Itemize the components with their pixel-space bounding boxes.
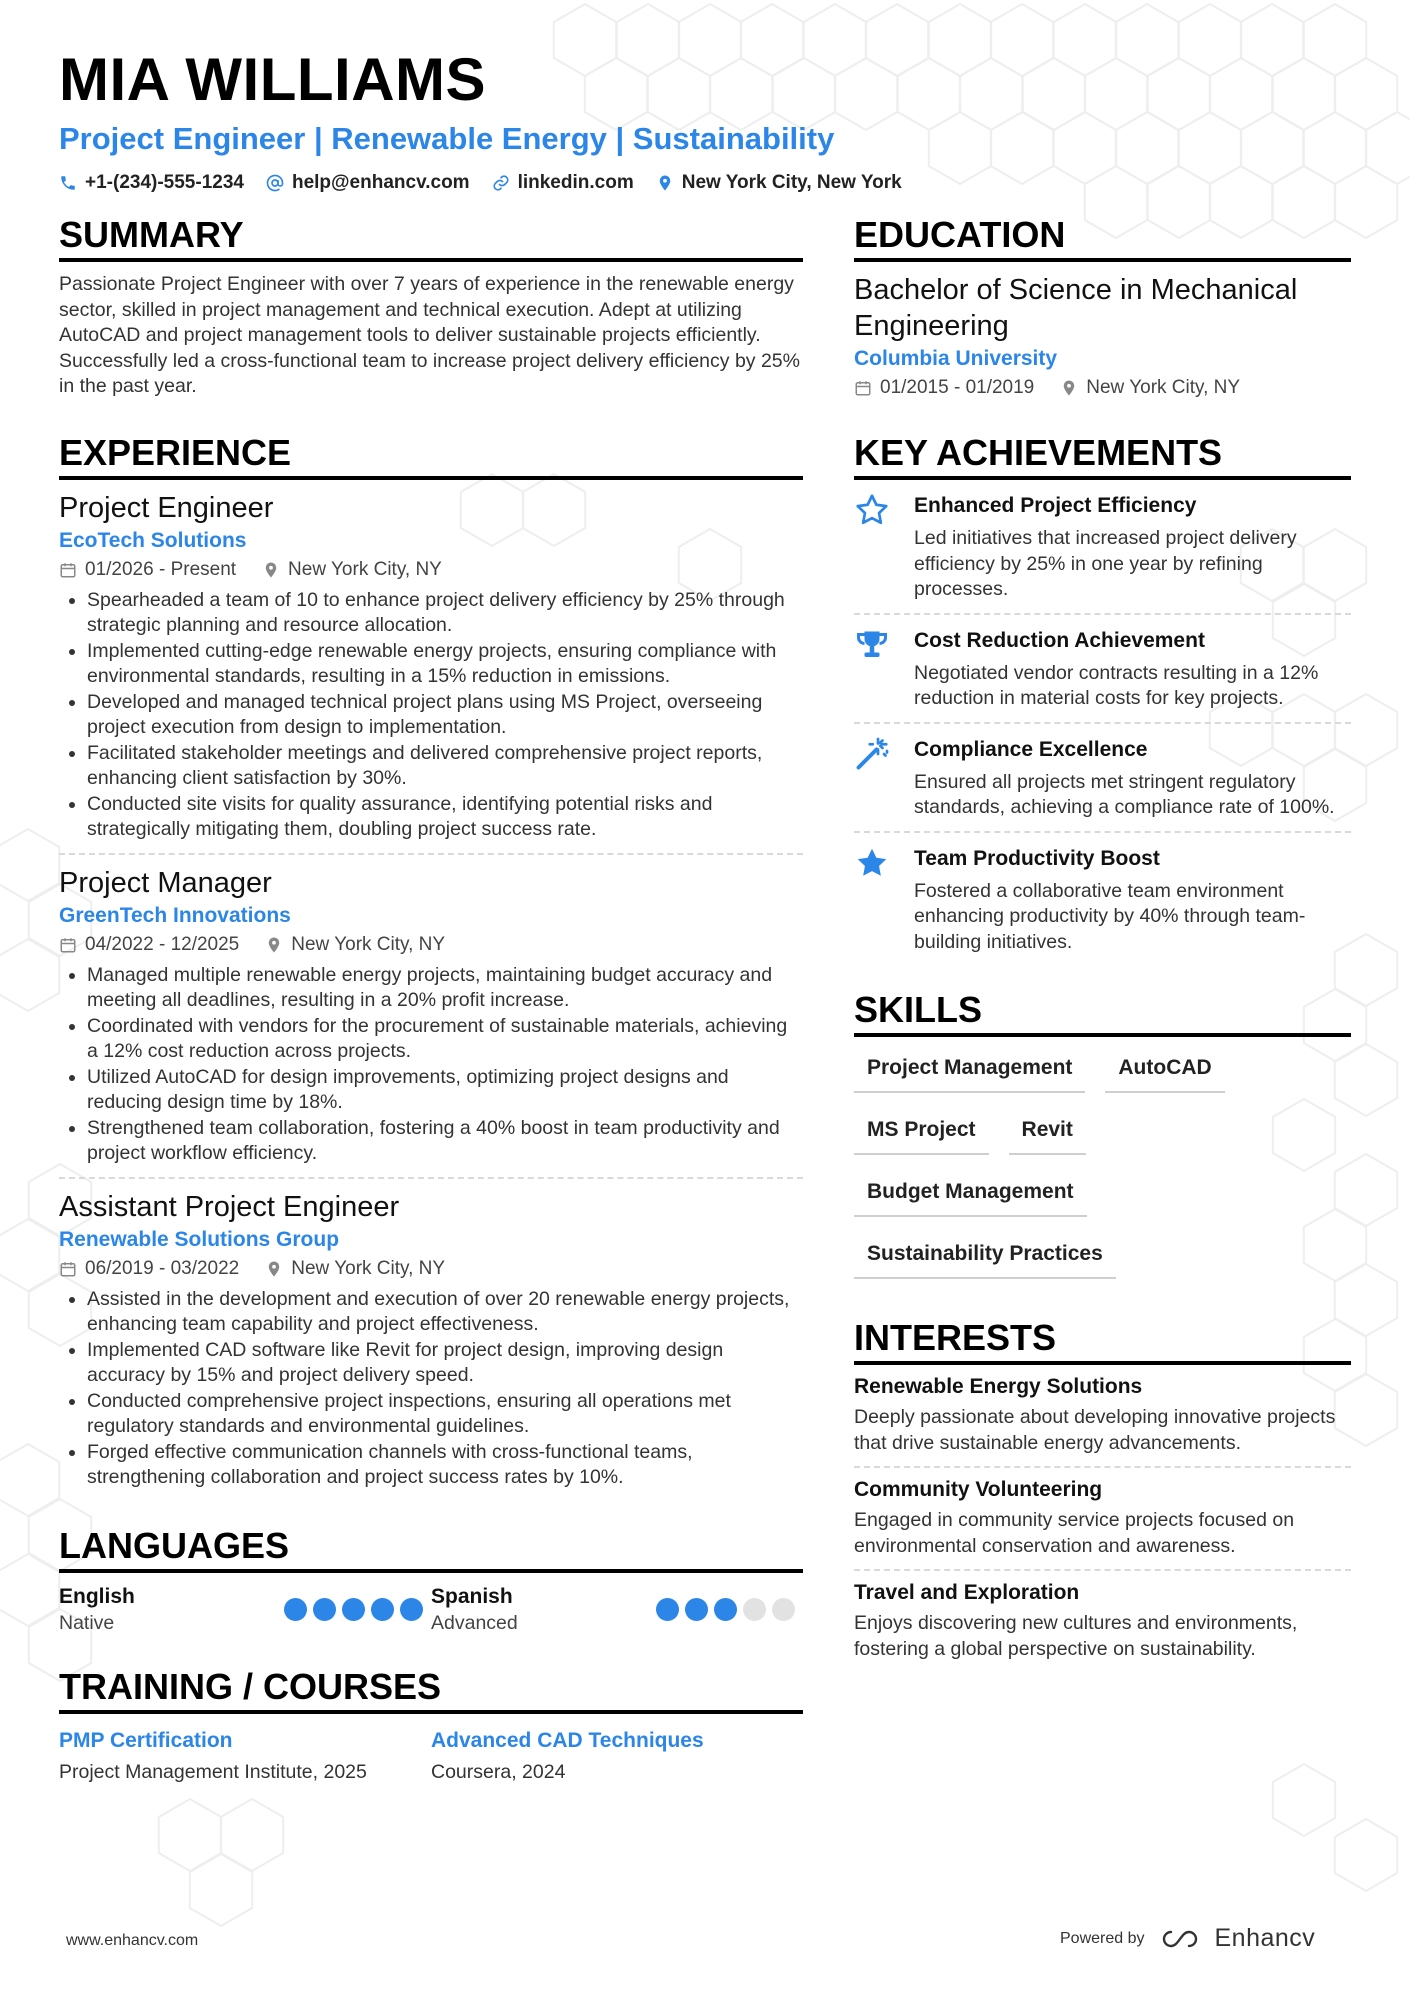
footer-branding (1060, 1924, 1315, 1953)
job-location (265, 931, 445, 959)
skills-heading: SKILLS (854, 989, 1351, 1037)
contact-phone[interactable] (59, 172, 244, 194)
job-meta (59, 556, 803, 584)
achievement-list (854, 480, 1351, 965)
job-bullet: • Facilitated stakeholder meetings and delivered comprehensive project reports, enhancing client satisfaction by 30%. (87, 741, 803, 792)
location-pin-icon (262, 561, 280, 579)
experience-section (59, 432, 803, 1501)
interest-title: Renewable Energy Solutions (854, 1375, 1143, 1398)
education-school: Columbia University (854, 347, 1058, 370)
calendar-icon (854, 379, 872, 397)
job-bullet: • Developed and managed technical project plans using MS Project, overseeing project execution from design to implementation. (87, 690, 803, 741)
language-item (59, 1583, 431, 1636)
powered-by-text: Powered by (1060, 1929, 1145, 1947)
rating-dot (685, 1598, 708, 1621)
job-meta (59, 931, 803, 959)
education-section (854, 214, 1351, 402)
job-company: Renewable Solutions Group (59, 1227, 340, 1251)
job-role: Project Manager (59, 866, 272, 899)
job-bullet: • Conducted comprehensive project inspections, ensuring all operations met regulatory standards and environmental guidelines. (87, 1389, 803, 1440)
job-bullet: • Conducted site visits for quality assurance, identifying potential risks and strategically mitigating them, doubling project success rate. (87, 792, 803, 843)
star-outline-icon (854, 492, 914, 603)
achievement-body (914, 627, 1351, 712)
calendar-icon (59, 1260, 77, 1278)
interest-title: Travel and Exploration (854, 1581, 1080, 1604)
achievement-desc: Negotiated vendor contracts resulting in a 12% reduction in material costs for key projects. (914, 661, 1319, 709)
contact-row (59, 172, 1359, 194)
achievement-desc: Fostered a collaborative team environment enhancing productivity by 40% through team-building initiatives. (914, 879, 1306, 953)
achievement-desc: Ensured all projects met stringent regulatory standards, achieving a compliance rate of 100%. (914, 770, 1335, 818)
rating-dot (284, 1598, 307, 1621)
job-bullet: • Utilized AutoCAD for design improvements, optimizing project designs and reducing design time by 18%. (87, 1065, 803, 1116)
course-title: Advanced CAD Techniques (431, 1728, 704, 1752)
interest-item (854, 1365, 1351, 1468)
achievement-body (914, 736, 1351, 821)
email-text: help@enhancv.com (291, 172, 470, 193)
footer-website[interactable]: www.enhancv.com (66, 1932, 199, 1949)
education-degree: Bachelor of Science in Mechanical Engineering (854, 274, 1298, 342)
job-bullets (59, 963, 803, 1167)
calendar-icon (59, 561, 77, 579)
link-icon (492, 174, 510, 192)
job-bullet: • Forged effective communication channels with cross-functional teams, strengthening collaboration and project success rates by 10%. (87, 1440, 803, 1491)
job-dates (59, 931, 239, 959)
at-sign-icon (266, 174, 284, 192)
skill-tag: Project Management (854, 1045, 1085, 1093)
training-section (59, 1666, 803, 1786)
language-level: Advanced (431, 1611, 518, 1634)
language-name: English (59, 1584, 135, 1608)
job-location-text: New York City, NY (288, 558, 442, 580)
skill-list (854, 1045, 1351, 1293)
achievement-body (914, 845, 1351, 956)
phone-text: +1-(234)-555-1234 (85, 172, 244, 193)
course-item (431, 1726, 803, 1786)
course-provider: Project Management Institute, 2025 (59, 1760, 367, 1783)
achievement-body (914, 492, 1351, 603)
language-item (431, 1583, 803, 1636)
course-title: PMP Certification (59, 1728, 233, 1752)
location-pin-icon (265, 936, 283, 954)
skills-section (854, 989, 1351, 1293)
job-role: Project Engineer (59, 491, 274, 524)
job-bullet: • Spearheaded a team of 10 to enhance project delivery efficiency by 25% through strategic planning and resource allocation. (87, 588, 803, 639)
right-column (854, 214, 1351, 1696)
linkedin-text: linkedin.com (517, 172, 634, 193)
achievement-title: Team Productivity Boost (914, 846, 1160, 870)
achievement-item (854, 615, 1351, 724)
skill-tag: AutoCAD (1105, 1045, 1224, 1093)
achievement-item (854, 833, 1351, 966)
languages-section (59, 1525, 803, 1636)
job-location (265, 1255, 445, 1283)
rating-dot (342, 1598, 365, 1621)
location-pin-icon (265, 1260, 283, 1278)
job-bullets (59, 1287, 803, 1491)
language-text (59, 1583, 135, 1636)
job-entry (59, 1179, 803, 1501)
rating-dot (772, 1598, 795, 1621)
location-pin-icon (656, 174, 674, 192)
job-bullets (59, 588, 803, 843)
training-heading: TRAINING / COURSES (59, 1666, 803, 1714)
languages-heading: LANGUAGES (59, 1525, 803, 1573)
interests-heading: INTERESTS (854, 1317, 1351, 1365)
interest-title: Community Volunteering (854, 1478, 1103, 1501)
candidate-title: Project Engineer | Renewable Energy | Sustainability (59, 121, 835, 156)
resume-header (59, 44, 1359, 194)
achievement-desc: Led initiatives that increased project delivery efficiency by 25% in one year by refining processes. (914, 527, 1297, 600)
rating-dot (371, 1598, 394, 1621)
job-list (59, 480, 803, 1501)
rating-dot (400, 1598, 423, 1621)
interests-section (854, 1317, 1351, 1672)
achievement-title: Enhanced Project Efficiency (914, 494, 1197, 517)
education-location-text: New York City, NY (1086, 377, 1241, 398)
job-entry (59, 855, 803, 1179)
phone-icon (59, 174, 77, 192)
achievement-title: Compliance Excellence (914, 737, 1148, 761)
skill-tag: Budget Management (854, 1169, 1087, 1217)
job-bullet: • Assisted in the development and execution of over 20 renewable energy projects, enhancing team capability and project effectiveness. (87, 1287, 803, 1338)
education-dates (854, 374, 1034, 402)
job-bullet: • Coordinated with vendors for the procurement of sustainable materials, achieving a 12% cost reduction across projects. (87, 1014, 803, 1065)
job-location (262, 556, 442, 584)
language-list (59, 1583, 803, 1636)
skill-tag: Sustainability Practices (854, 1231, 1116, 1279)
interest-desc: Engaged in community service projects focused on environmental conservation and awareness. (854, 1509, 1295, 1557)
interest-desc: Deeply passionate about developing innovative projects that drive sustainable energy advancements. (854, 1406, 1336, 1454)
job-role: Assistant Project Engineer (59, 1190, 400, 1223)
language-name: Spanish (431, 1584, 513, 1608)
achievement-item (854, 724, 1351, 833)
location-pin-icon (1060, 379, 1078, 397)
job-company: EcoTech Solutions (59, 528, 247, 552)
job-bullet: • Strengthened team collaboration, fostering a 40% boost in team productivity and project workflow efficiency. (87, 1116, 803, 1167)
job-dates-text: 04/2022 - 12/2025 (85, 933, 240, 955)
job-bullet: • Implemented CAD software like Revit for project design, improving design accuracy by 15% and project delivery speed. (87, 1338, 803, 1389)
job-bullet: • Implemented cutting-edge renewable energy projects, ensuring compliance with environmental standards, resulting in a 15% reduction in emissions. (87, 639, 803, 690)
education-location (1060, 374, 1240, 402)
contact-email[interactable] (266, 172, 470, 194)
job-dates (59, 556, 236, 584)
calendar-icon (59, 936, 77, 954)
job-bullet: • Managed multiple renewable energy projects, maintaining budget accuracy and meeting all deadlines, resulting in a 20% profit increase. (87, 963, 803, 1014)
contact-linkedin[interactable] (492, 172, 634, 194)
language-level: Native (59, 1611, 115, 1634)
job-meta (59, 1255, 803, 1283)
interest-desc: Enjoys discovering new cultures and environments, fostering a global perspective on sustainability. (854, 1612, 1298, 1660)
skill-tag: Revit (1009, 1107, 1086, 1155)
summary-section (59, 214, 803, 400)
language-rating (284, 1598, 423, 1621)
rating-dot (743, 1598, 766, 1621)
left-column (59, 214, 803, 1809)
candidate-name: MIA WILLIAMS (59, 46, 487, 113)
enhancv-logo-icon (1157, 1927, 1203, 1951)
achievement-item (854, 480, 1351, 615)
job-location-text: New York City, NY (291, 933, 446, 955)
trophy-icon (854, 627, 914, 712)
rating-dot (714, 1598, 737, 1621)
education-dates-text: 01/2015 - 01/2019 (880, 377, 1035, 398)
location-text: New York City, New York (681, 172, 902, 193)
summary-heading: SUMMARY (59, 214, 803, 262)
interest-list (854, 1365, 1351, 1672)
course-list (59, 1726, 803, 1786)
rating-dot (313, 1598, 336, 1621)
brand-name: Enhancv (1214, 1924, 1316, 1952)
job-dates (59, 1255, 239, 1283)
interest-item (854, 1571, 1351, 1672)
interest-item (854, 1468, 1351, 1571)
job-entry (59, 480, 803, 855)
course-item (59, 1726, 431, 1786)
language-rating (656, 1598, 795, 1621)
job-location-text: New York City, NY (291, 1257, 446, 1279)
job-company: GreenTech Innovations (59, 903, 291, 927)
job-dates-text: 06/2019 - 03/2022 (85, 1257, 240, 1279)
achievements-section (854, 432, 1351, 965)
language-text (431, 1583, 518, 1636)
star-filled-icon (854, 845, 914, 956)
education-meta (854, 374, 1351, 402)
job-dates-text: 01/2026 - Present (85, 558, 237, 580)
skill-tag: MS Project (854, 1107, 989, 1155)
achievement-title: Cost Reduction Achievement (914, 628, 1205, 652)
course-provider: Coursera, 2024 (431, 1760, 566, 1783)
experience-heading: EXPERIENCE (59, 432, 803, 480)
rating-dot (656, 1598, 679, 1621)
summary-text: Passionate Project Engineer with over 7 years of experience in the renewable energy sector, skilled in project management and technical execution. Adept at utilizing AutoCAD and project management tools to deliver sustainable projects efficiently. Successfully led a cross-functional team to increase project delivery efficiency by 25% in the past year. (59, 273, 800, 397)
contact-location (656, 172, 902, 194)
education-heading: EDUCATION (854, 214, 1351, 262)
achievements-heading: KEY ACHIEVEMENTS (854, 432, 1351, 480)
magic-wand-icon (854, 736, 914, 821)
